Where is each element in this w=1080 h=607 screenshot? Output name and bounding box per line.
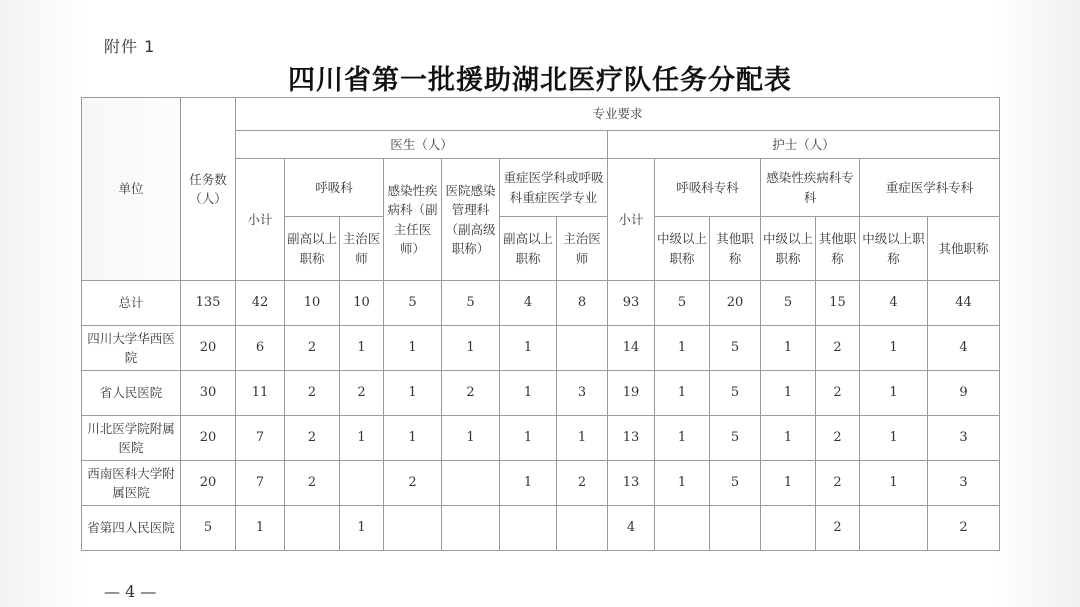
row-value-cell: 1 (442, 326, 500, 371)
row-unit-cell: 省第四人民医院 (82, 506, 181, 551)
row-value-cell: 20 (181, 326, 236, 371)
row-value-cell: 1 (384, 326, 442, 371)
row-value-cell: 1 (761, 371, 816, 416)
row-value-cell: 1 (655, 326, 710, 371)
row-value-cell (557, 506, 608, 551)
row-value-cell (340, 461, 384, 506)
row-value-cell: 5 (761, 281, 816, 326)
row-value-cell: 5 (710, 371, 761, 416)
row-value-cell: 1 (500, 371, 557, 416)
header-icu-nurse-mid: 中级以上职称 (860, 217, 928, 281)
header-critical-care-nursing: 重症医学科专科 (860, 159, 1000, 217)
row-value-cell (500, 506, 557, 551)
header-icu-deputy-senior: 副高以上职称 (500, 217, 557, 281)
row-unit-cell: 川北医学院附属医院 (82, 416, 181, 461)
row-value-cell: 5 (655, 281, 710, 326)
table-row (82, 281, 1000, 326)
row-value-cell (285, 506, 340, 551)
row-value-cell: 1 (500, 461, 557, 506)
row-value-cell: 1 (557, 416, 608, 461)
row-value-cell: 3 (928, 416, 1000, 461)
row-value-cell: 11 (236, 371, 285, 416)
row-value-cell (655, 506, 710, 551)
row-unit-cell: 四川大学华西医院 (82, 326, 181, 371)
document-title: 四川省第一批援助湖北医疗队任务分配表 (288, 65, 792, 96)
row-value-cell: 10 (285, 281, 340, 326)
row-value-cell: 8 (557, 281, 608, 326)
header-task-count: 任务数（人） (181, 98, 236, 281)
header-specialty: 专业要求 (236, 98, 1000, 131)
row-value-cell: 1 (500, 326, 557, 371)
row-value-cell: 2 (816, 461, 860, 506)
row-value-cell: 1 (655, 416, 710, 461)
table-row (82, 461, 1000, 506)
row-value-cell: 93 (608, 281, 655, 326)
row-value-cell: 3 (928, 461, 1000, 506)
header-infectious-disease: 感染性疾病科（副主任医师） (384, 159, 442, 281)
row-value-cell: 2 (816, 371, 860, 416)
row-value-cell: 1 (500, 416, 557, 461)
attachment-label: 附件 1 (104, 37, 156, 56)
row-value-cell: 4 (500, 281, 557, 326)
row-value-cell: 4 (608, 506, 655, 551)
row-value-cell: 7 (236, 461, 285, 506)
row-value-cell: 44 (928, 281, 1000, 326)
row-value-cell (442, 461, 500, 506)
row-value-cell: 9 (928, 371, 1000, 416)
table-body (82, 281, 1000, 551)
row-value-cell: 1 (655, 461, 710, 506)
header-doctor-subtotal: 小计 (236, 159, 285, 281)
row-value-cell: 1 (655, 371, 710, 416)
header-resp-nurse-mid: 中级以上职称 (655, 217, 710, 281)
row-value-cell: 1 (340, 416, 384, 461)
row-value-cell: 2 (816, 326, 860, 371)
page-number: — 4 — (104, 582, 157, 601)
row-value-cell: 13 (608, 461, 655, 506)
header-nurse-subtotal: 小计 (608, 159, 655, 281)
row-value-cell (384, 506, 442, 551)
row-unit-cell: 总计 (82, 281, 181, 326)
row-value-cell: 15 (816, 281, 860, 326)
row-value-cell: 3 (557, 371, 608, 416)
row-value-cell (761, 506, 816, 551)
header-infect-nurse-mid: 中级以上职称 (761, 217, 816, 281)
row-value-cell: 5 (442, 281, 500, 326)
row-value-cell (557, 326, 608, 371)
table-row (82, 416, 1000, 461)
row-value-cell (860, 506, 928, 551)
row-value-cell: 1 (340, 326, 384, 371)
header-resp-nurse-other: 其他职称 (710, 217, 761, 281)
row-value-cell: 1 (860, 416, 928, 461)
row-value-cell: 1 (340, 506, 384, 551)
row-value-cell: 5 (710, 326, 761, 371)
row-value-cell: 2 (557, 461, 608, 506)
row-unit-cell: 省人民医院 (82, 371, 181, 416)
row-value-cell: 4 (928, 326, 1000, 371)
row-value-cell: 14 (608, 326, 655, 371)
row-value-cell: 135 (181, 281, 236, 326)
row-value-cell: 1 (860, 461, 928, 506)
header-critical-care: 重症医学科或呼吸科重症医学专业 (500, 159, 608, 217)
row-value-cell: 2 (816, 506, 860, 551)
header-resp-attending: 主治医师 (340, 217, 384, 281)
row-value-cell: 10 (340, 281, 384, 326)
row-value-cell: 5 (181, 506, 236, 551)
row-value-cell: 2 (816, 416, 860, 461)
row-value-cell: 1 (761, 416, 816, 461)
header-respiratory-nursing: 呼吸科专科 (655, 159, 761, 217)
row-value-cell: 2 (285, 326, 340, 371)
row-value-cell: 2 (340, 371, 384, 416)
row-value-cell: 1 (860, 371, 928, 416)
row-value-cell: 5 (384, 281, 442, 326)
row-value-cell: 1 (761, 461, 816, 506)
row-value-cell: 30 (181, 371, 236, 416)
header-respiratory: 呼吸科 (285, 159, 384, 217)
header-doctors: 医生（人） (236, 131, 608, 159)
table-row (82, 326, 1000, 371)
row-value-cell: 20 (710, 281, 761, 326)
row-unit-cell: 西南医科大学附属医院 (82, 461, 181, 506)
allocation-table (81, 97, 1000, 551)
row-value-cell (710, 506, 761, 551)
header-infectious-nursing: 感染性疾病科专科 (761, 159, 860, 217)
row-value-cell: 7 (236, 416, 285, 461)
row-value-cell: 20 (181, 416, 236, 461)
row-value-cell: 4 (860, 281, 928, 326)
row-value-cell: 1 (761, 326, 816, 371)
row-value-cell: 2 (285, 461, 340, 506)
row-value-cell: 1 (384, 371, 442, 416)
row-value-cell: 19 (608, 371, 655, 416)
row-value-cell (442, 506, 500, 551)
header-nurses: 护士（人） (608, 131, 1000, 159)
header-unit: 单位 (82, 98, 181, 281)
row-value-cell: 42 (236, 281, 285, 326)
row-value-cell: 5 (710, 416, 761, 461)
header-hospital-infection-mgmt: 医院感染管理科（副高级职称） (442, 159, 500, 281)
row-value-cell: 2 (442, 371, 500, 416)
row-value-cell: 6 (236, 326, 285, 371)
row-value-cell: 1 (442, 416, 500, 461)
row-value-cell: 20 (181, 461, 236, 506)
table-row (82, 506, 1000, 551)
header-icu-nurse-other: 其他职称 (928, 217, 1000, 281)
row-value-cell: 1 (236, 506, 285, 551)
row-value-cell: 2 (384, 461, 442, 506)
row-value-cell: 2 (285, 416, 340, 461)
header-resp-deputy-senior: 副高以上职称 (285, 217, 340, 281)
table-row (82, 371, 1000, 416)
row-value-cell: 5 (710, 461, 761, 506)
header-icu-attending: 主治医师 (557, 217, 608, 281)
row-value-cell: 1 (384, 416, 442, 461)
row-value-cell: 13 (608, 416, 655, 461)
header-infect-nurse-other: 其他职称 (816, 217, 860, 281)
row-value-cell: 2 (928, 506, 1000, 551)
row-value-cell: 1 (860, 326, 928, 371)
row-value-cell: 2 (285, 371, 340, 416)
